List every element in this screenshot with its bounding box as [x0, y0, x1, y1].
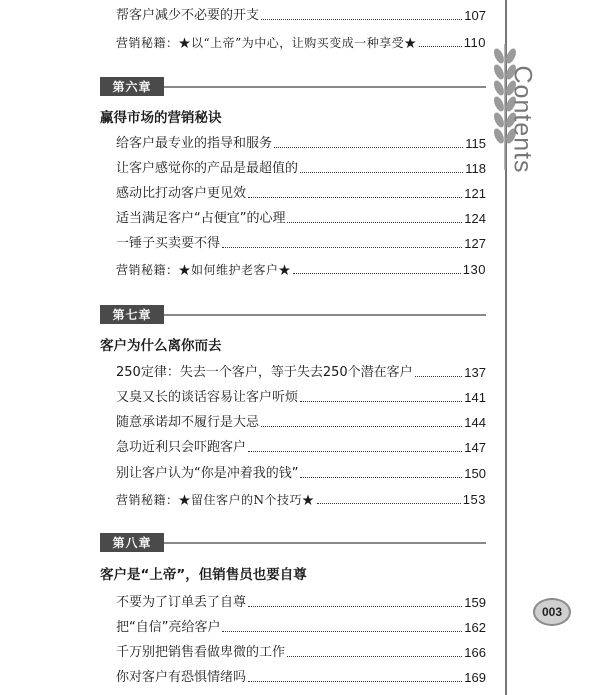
toc-entry[interactable]	[116, 436, 486, 456]
toc-entry[interactable]	[116, 361, 486, 381]
entry-page: 137	[464, 365, 486, 380]
toc-entry[interactable]	[116, 666, 486, 686]
leader-dots	[222, 630, 462, 632]
toc-entry[interactable]	[116, 182, 486, 202]
leader-dots	[248, 605, 462, 607]
entry-title: 别让客户认为“你是冲着我的钱”	[116, 466, 299, 481]
entry-title: 随意承诺却不履行是大忌	[116, 415, 260, 430]
leader-dots	[287, 221, 462, 223]
leader-dots	[274, 146, 463, 148]
leader-dots	[222, 246, 462, 248]
leader-dots	[287, 655, 462, 657]
side-contents-text: Contents	[508, 65, 537, 174]
entry-page: 115	[465, 136, 486, 151]
entry-page: 150	[464, 466, 486, 481]
entry-title: 感动比打动客户更见效	[116, 186, 247, 201]
entry-title: 给客户最专业的指导和服务	[116, 136, 273, 151]
leader-dots	[300, 476, 462, 478]
toc-entry[interactable]	[116, 157, 486, 177]
leader-dots	[300, 400, 462, 402]
chapter-badge: 第七章	[100, 305, 164, 324]
entry-title: 让客户感觉你的产品是最超值的	[116, 161, 299, 176]
entry-title: 千万别把销售看做卑微的工作	[116, 645, 286, 660]
entry-page: 166	[464, 645, 486, 660]
toc-entry[interactable]	[116, 4, 486, 24]
chapter-title[interactable]: 客户为什么离你而去	[100, 338, 222, 354]
leader-dots	[248, 680, 462, 682]
leader-dots	[248, 196, 462, 198]
toc-entry[interactable]	[116, 207, 486, 227]
chapter-title[interactable]: 客户是“上帝”，但销售员也要自尊	[100, 567, 307, 583]
entry-page: 159	[464, 595, 486, 610]
toc-entry[interactable]	[116, 462, 486, 482]
entry-page: 124	[464, 211, 486, 226]
toc-entry[interactable]	[116, 232, 486, 252]
entry-title: 营销秘籍：★留住客户的N个技巧★	[116, 493, 315, 507]
entry-page: 121	[464, 186, 486, 201]
entry-page: 144	[464, 415, 486, 430]
toc-entry-secret[interactable]	[116, 488, 486, 508]
entry-title: 250定律：失去一个客户，等于失去250个潜在客户	[116, 365, 413, 380]
chapter-badge: 第六章	[100, 77, 164, 96]
entry-title: 帮客户减少不必要的开支	[116, 8, 260, 23]
entry-page: 162	[464, 620, 486, 635]
toc-entry[interactable]	[116, 641, 486, 661]
leader-dots	[317, 502, 461, 504]
entry-page: 130	[462, 262, 486, 277]
leader-dots	[261, 425, 462, 427]
leader-dots	[300, 171, 463, 173]
toc-entry[interactable]	[116, 616, 486, 636]
entry-title: 营销秘籍：★以“上帝”为中心，让购买变成一种享受★	[116, 36, 417, 50]
toc-entry[interactable]	[116, 591, 486, 611]
entry-page: 118	[465, 161, 486, 176]
entry-title: 营销秘籍：★如何维护老客户★	[116, 263, 292, 277]
leader-dots	[293, 272, 461, 274]
leader-dots	[261, 18, 462, 20]
entry-title: 适当满足客户“占便宜”的心理	[116, 211, 286, 226]
side-contents-label	[508, 62, 537, 174]
chapter-badge: 第八章	[100, 533, 164, 552]
entry-page: 147	[464, 440, 486, 455]
entry-title: 一锤子买卖要不得	[116, 236, 221, 251]
toc-entry-secret[interactable]	[116, 31, 486, 51]
entry-page: 141	[464, 390, 486, 405]
toc-entry-secret[interactable]	[116, 258, 486, 278]
toc-entry[interactable]	[116, 132, 486, 152]
leader-dots	[248, 450, 462, 452]
entry-page: 110	[463, 35, 486, 50]
page-number-badge: 003	[533, 598, 571, 626]
chapter-title[interactable]: 赢得市场的营销秘诀	[100, 110, 222, 126]
toc-entry[interactable]	[116, 411, 486, 431]
leader-dots	[419, 45, 462, 47]
entry-title: 把“自信”亮给客户	[116, 620, 221, 635]
entry-page: 107	[464, 8, 486, 23]
leader-dots	[415, 375, 463, 377]
entry-title: 又臭又长的谈话容易让客户听烦	[116, 390, 299, 405]
entry-page: 153	[462, 492, 486, 507]
entry-title: 你对客户有恐惧情绪吗	[116, 670, 247, 685]
toc-entry[interactable]	[116, 386, 486, 406]
entry-title: 不要为了订单丢了自尊	[116, 595, 247, 610]
entry-page: 127	[464, 236, 486, 251]
entry-page: 169	[464, 670, 486, 685]
entry-title: 急功近利只会吓跑客户	[116, 440, 247, 455]
